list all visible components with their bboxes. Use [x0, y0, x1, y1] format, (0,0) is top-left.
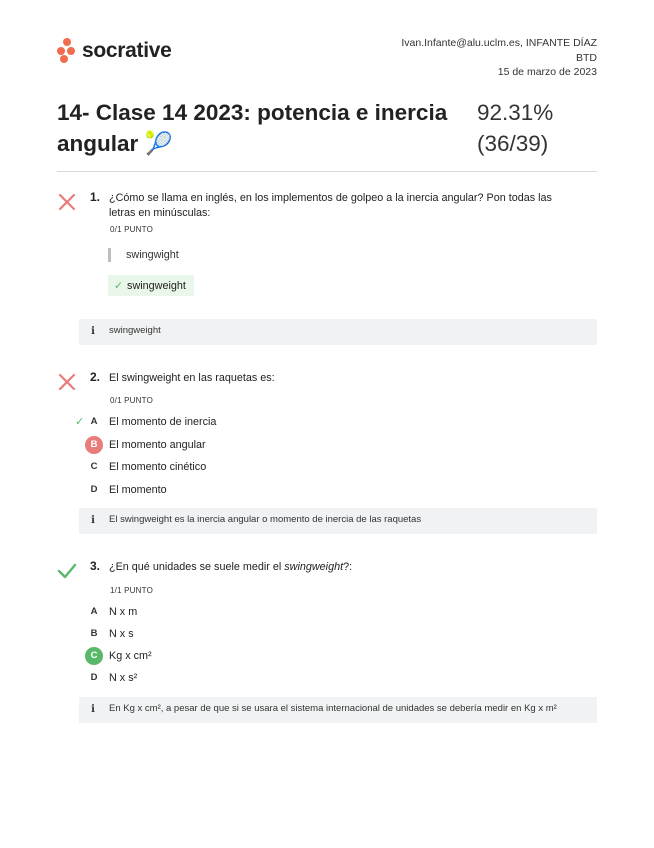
- student-answer: swingwight: [108, 248, 179, 262]
- option-d: [85, 481, 565, 499]
- correct-answer: [108, 275, 194, 296]
- incorrect-x-icon: [57, 192, 77, 212]
- option-text: Kg x cm²: [109, 650, 152, 662]
- incorrect-x-icon: [57, 372, 77, 392]
- info-icon: i: [91, 515, 95, 526]
- report-date: 15 de marzo de 2023: [497, 66, 597, 78]
- question-text: [109, 560, 579, 575]
- option-c: [85, 458, 565, 476]
- explanation-box: [79, 697, 597, 723]
- option-text: El momento: [109, 484, 167, 496]
- option-c: [85, 647, 565, 665]
- option-letter: D: [90, 484, 98, 495]
- option-text: El momento angular: [109, 439, 206, 451]
- explanation-text: El swingweight es la inercia angular o momento de inercia de las raquetas: [109, 514, 422, 525]
- question-text-emphasis: swingweight: [284, 561, 344, 573]
- question-points: 0/1 PUNTO: [110, 396, 153, 405]
- question-number: 3.: [90, 559, 101, 573]
- option-letter: D: [90, 672, 98, 683]
- question-points: 1/1 PUNTO: [110, 586, 153, 595]
- option-b: [85, 436, 565, 454]
- socrative-logo: [57, 38, 172, 64]
- quiz-score: [477, 97, 553, 159]
- question-text-start: ¿En qué unidades se suele medir el: [109, 561, 285, 573]
- explanation-box: [79, 319, 597, 345]
- user-email-name: Ivan.Infante@alu.uclm.es, INFANTE DÍAZ: [401, 37, 597, 49]
- check-icon: ✓: [114, 280, 124, 292]
- quiz-title: 14- Clase 14 2023: potencia e inercia angular 🎾: [57, 100, 448, 156]
- divider: [57, 171, 597, 172]
- question-text: El swingweight en las raquetas es:: [109, 372, 275, 384]
- option-letter: A: [90, 416, 98, 427]
- option-letter: B: [90, 628, 98, 639]
- user-group: BTD: [576, 51, 597, 64]
- explanation-text: swingweight: [109, 325, 161, 336]
- info-icon: i: [91, 704, 95, 715]
- correct-answer-text: swingweight: [127, 280, 186, 292]
- info-icon: i: [91, 326, 95, 337]
- socrative-logo-icon: [57, 38, 77, 64]
- option-letter: C: [85, 647, 103, 665]
- option-text: N x s: [109, 628, 134, 640]
- page-header: [57, 36, 597, 86]
- question-points: 0/1 PUNTO: [110, 225, 153, 234]
- score-percent: 92.31%: [477, 100, 554, 125]
- option-letter: A: [90, 606, 98, 617]
- option-text: El momento cinético: [109, 461, 207, 473]
- option-letter: C: [90, 461, 98, 472]
- option-b: [85, 625, 565, 643]
- user-info: [401, 36, 597, 80]
- option-text: N x s²: [109, 672, 138, 684]
- question-text-end: ?:: [343, 561, 353, 573]
- option-text: El momento de inercia: [109, 416, 217, 428]
- option-d: [85, 669, 565, 687]
- brand-name: socrative: [82, 39, 172, 62]
- option-a: [75, 413, 565, 431]
- score-fraction: (36/39): [477, 131, 549, 156]
- correct-check-icon: [57, 561, 77, 581]
- option-text: N x m: [109, 606, 138, 618]
- explanation-text: En Kg x cm², a pesar de que si se usara el sistema internacional de unidades se debería medir en Kg x m²: [109, 703, 557, 714]
- correct-check-icon: ✓: [75, 416, 85, 428]
- question-number: 2.: [90, 370, 101, 384]
- explanation-box: [79, 508, 597, 534]
- question-number: 1.: [90, 190, 101, 204]
- option-letter: B: [85, 436, 103, 454]
- question-text: ¿Cómo se llama en inglés, en los implementos de golpeo a la inercia angular? Pon todas las letras en minúsculas:: [109, 192, 552, 219]
- option-a: [85, 603, 565, 621]
